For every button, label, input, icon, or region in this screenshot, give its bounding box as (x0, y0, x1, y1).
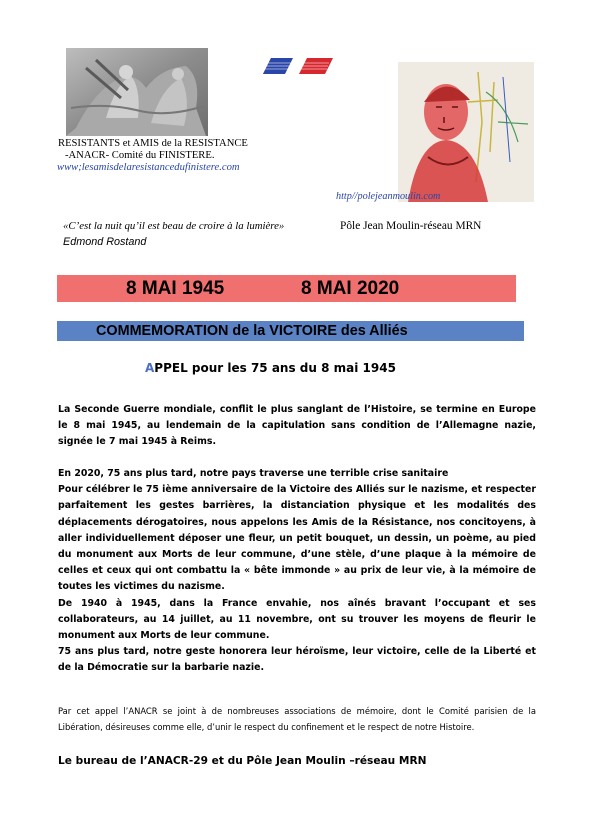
date-2020: 8 MAI 2020 (301, 278, 400, 299)
paragraph-1: La Seconde Guerre mondiale, conflit le plus sanglant de l’Histoire, se termine en Europe le 8 mai 1945, au lendemain de la capitulation sans condition de l’Allemagne nazie, signée le 7 mai 1945 à Reims. (58, 404, 536, 448)
appel-heading (145, 361, 396, 376)
anacr-website-link[interactable]: www;lesamisdelaresistancedufinistere.com (57, 162, 240, 173)
paragraph-3: De 1940 à 1945, dans la France envahie, nos aînés bravant l’occupant et ses collaborateurs, au 14 juillet, au 11 novembre, ont su trouver les moyens de fleurir le monument aux Morts de leur commune. (58, 597, 536, 642)
paragraph-history (58, 402, 536, 451)
epigraph-author: Edmond Rostand (63, 236, 147, 248)
paragraph-2-line2: Pour célébrer le 75 ième anniversaire de la Victoire des Alliés sur le nazisme, et respecter parfaitement les gestes barrières, la distanciation physique et les modalités des déplacements dérogatoires, nous appelons les Amis de la Résistance, nos concitoyens, à aller individuellement déposer une fleur, un petit bouquet, un dessin, un poème, au pied du monument aux Morts de leur commune, d’une stèle, d’une plaque à la mémoire de celles et ceux qui ont combattu la « bête immonde » au prix de leur vie, à la mémoire de toutes les victimes du nazisme. (58, 484, 536, 593)
appel-rest: PPEL pour les 75 ans du 8 mai 1945 (154, 361, 396, 375)
pole-website-link[interactable]: http//polejeanmoulin.com (336, 191, 441, 202)
paragraph-4: 75 ans plus tard, notre geste honorera leur héroïsme, leur victoire, celle de la Liberté et de la Démocratie sur la barbarie nazie. (58, 646, 536, 674)
appel-initial: A (145, 361, 155, 375)
org-name-line1: RESISTANTS et AMIS de la RESISTANCE (58, 138, 248, 149)
anacr-flag-logo (263, 58, 333, 74)
commemoration-title: COMMEMORATION de la VICTOIRE des Alliés (96, 323, 408, 339)
footnote: Par cet appel l’ANACR se joint à de nombreuses associations de mémoire, dont le Comité parisien de la Libération, désireuses comme elle, d’unir le respect du confinement et le respect de notre Histoire. (58, 706, 536, 732)
date-1945: 8 MAI 1945 (126, 278, 225, 299)
paragraph-appeal (58, 466, 536, 677)
paragraph-2-line1: En 2020, 75 ans plus tard, notre pays traverse une terrible crise sanitaire (58, 468, 449, 479)
resistance-relief-image (66, 48, 208, 136)
jean-moulin-portrait-image (398, 62, 534, 202)
org-name-line2: -ANACR- Comité du FINISTERE. (65, 150, 215, 161)
epigraph-quote: «C’est la nuit qu’il est beau de croire à la lumière» (63, 220, 285, 232)
signature: Le bureau de l’ANACR-29 et du Pôle Jean Moulin –réseau MRN (58, 755, 427, 767)
pole-name: Pôle Jean Moulin-réseau MRN (340, 220, 482, 232)
